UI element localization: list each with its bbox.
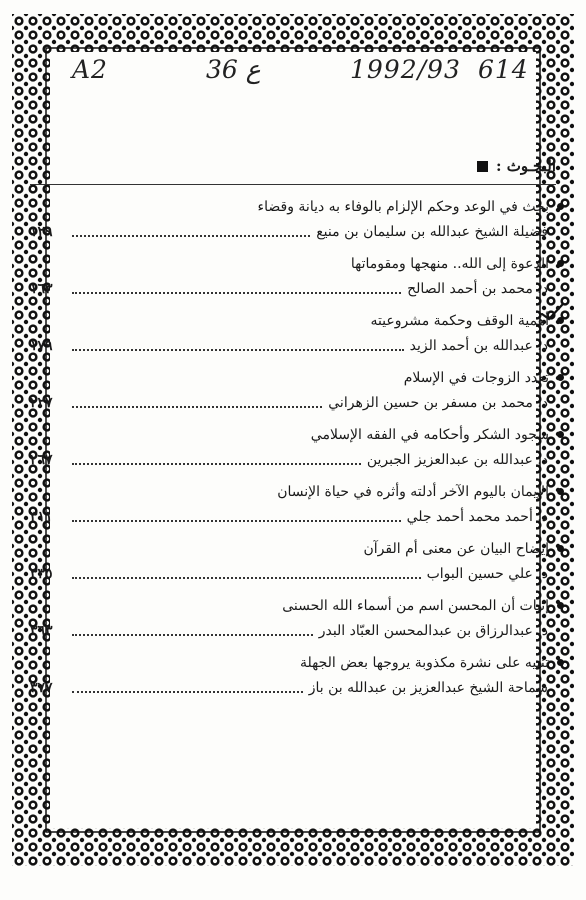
entry-title: إيضاح البيان عن معنى أم القرآن bbox=[363, 540, 549, 557]
handwritten-note-year: 1992/93 bbox=[350, 55, 461, 84]
section-header bbox=[477, 157, 556, 175]
entry-title-row bbox=[30, 650, 564, 675]
entry-author-row bbox=[30, 219, 564, 245]
entry-author: د. محمد بن أحمد الصالح bbox=[407, 281, 548, 297]
contents-entry bbox=[30, 593, 564, 644]
entry-author-row bbox=[30, 561, 564, 587]
dot-leader bbox=[72, 349, 404, 351]
entry-author: د. عبدالله بن عبدالعزيز الجبرين bbox=[366, 452, 548, 468]
entry-title-row bbox=[30, 593, 564, 618]
bullet-icon bbox=[557, 545, 564, 552]
entry-author-row bbox=[30, 618, 564, 644]
entry-page-number: ٣٦٣ bbox=[30, 623, 53, 639]
dot-leader bbox=[72, 577, 421, 579]
bullet-icon bbox=[557, 203, 564, 210]
entry-author: د. عبدالرزاق بن عبدالمحسن العبّاد البدر bbox=[318, 623, 548, 639]
entry-title: الدعوة إلى الله.. منهجها ومقوماتها bbox=[350, 255, 549, 272]
bullet-icon bbox=[557, 431, 564, 438]
section-title: البحـوث : bbox=[496, 157, 556, 175]
entry-author: د. عبدالله بن أحمد الزيد bbox=[409, 338, 548, 354]
entry-title: بحث في الوعد وحكم الإلزام بالوفاء به ديانة وقضاء bbox=[257, 198, 549, 215]
entry-author-row bbox=[30, 390, 564, 416]
entry-author: فضيلة الشيخ عبدالله بن سليمان بن منيع bbox=[316, 224, 548, 240]
entry-author: د. أحمد محمد أحمد جلي bbox=[406, 509, 548, 525]
handwritten-note-volume: 36 ع bbox=[206, 55, 261, 84]
entry-title: الإيمان باليوم الآخر أدلته وأثره في حياة الإنسان bbox=[277, 483, 549, 500]
entry-author-row bbox=[30, 276, 564, 302]
bullet-icon bbox=[557, 602, 564, 609]
dot-leader bbox=[72, 691, 303, 693]
square-bullet-icon bbox=[477, 161, 488, 172]
entry-page-number: ١٦٣ bbox=[30, 281, 53, 297]
entry-author-row bbox=[30, 504, 564, 530]
entry-author: د. محمد بن مسفر بن حسين الزهراني bbox=[328, 395, 548, 411]
dot-leader bbox=[72, 634, 313, 636]
entry-title-row bbox=[30, 251, 564, 276]
entry-title-row bbox=[30, 479, 564, 504]
entry-author: سماحة الشيخ عبدالعزيز بن عبدالله بن باز bbox=[308, 680, 548, 696]
entry-title: أهمية الوقف وحكمة مشروعيته bbox=[370, 312, 549, 329]
contents-entry bbox=[30, 194, 564, 245]
dot-leader bbox=[72, 520, 401, 522]
entry-author-row bbox=[30, 675, 564, 701]
bullet-icon bbox=[557, 374, 564, 381]
entry-page-number: ١٢٩ bbox=[30, 224, 53, 240]
contents-entry bbox=[30, 479, 564, 530]
handwritten-note-number: 614 bbox=[478, 55, 529, 84]
entry-title-row bbox=[30, 365, 564, 390]
entry-title-row bbox=[30, 536, 564, 561]
bullet-icon bbox=[557, 659, 564, 666]
contents-entry bbox=[30, 650, 564, 701]
entry-author-row bbox=[30, 333, 564, 359]
dot-leader bbox=[72, 235, 310, 237]
entry-page-number: ٢٢٧ bbox=[30, 395, 53, 411]
entry-page-number: ١٧٩ bbox=[30, 338, 53, 354]
bullet-icon bbox=[557, 317, 564, 324]
entry-title: تنبيه على نشرة مكذوبة يروجها بعض الجهلة bbox=[300, 654, 549, 671]
handwritten-note-a2: A2 bbox=[72, 55, 108, 84]
entry-page-number: ٢٦٧ bbox=[30, 452, 53, 468]
dot-leader bbox=[72, 406, 322, 408]
bullet-icon bbox=[557, 488, 564, 495]
contents-entry bbox=[30, 536, 564, 587]
entry-author: د. علي حسين البواب bbox=[426, 566, 548, 582]
contents-entry bbox=[30, 365, 564, 416]
entry-title: تعدد الزوجات في الإسلام bbox=[403, 369, 549, 386]
dot-leader bbox=[72, 463, 361, 465]
entry-title-row bbox=[30, 194, 564, 219]
contents-entry bbox=[30, 308, 564, 359]
entry-title-row bbox=[30, 422, 564, 447]
contents-entry bbox=[30, 422, 564, 473]
bullet-icon bbox=[557, 260, 564, 267]
contents-entry bbox=[30, 251, 564, 302]
entry-page-number: ٣٣٥ bbox=[30, 566, 53, 582]
entry-title-row bbox=[30, 308, 564, 333]
entry-title: سجود الشكر وأحكامه في الفقه الإسلامي bbox=[310, 426, 549, 443]
contents-list bbox=[30, 194, 564, 707]
entry-page-number: ٣٧٧ bbox=[30, 680, 53, 696]
entry-title: إثبات أن المحسن اسم من أسماء الله الحسنى bbox=[282, 597, 549, 614]
entry-author-row bbox=[30, 447, 564, 473]
entry-page-number: ٣١١ bbox=[30, 509, 53, 525]
header-divider bbox=[30, 184, 556, 185]
dot-leader bbox=[72, 292, 401, 294]
